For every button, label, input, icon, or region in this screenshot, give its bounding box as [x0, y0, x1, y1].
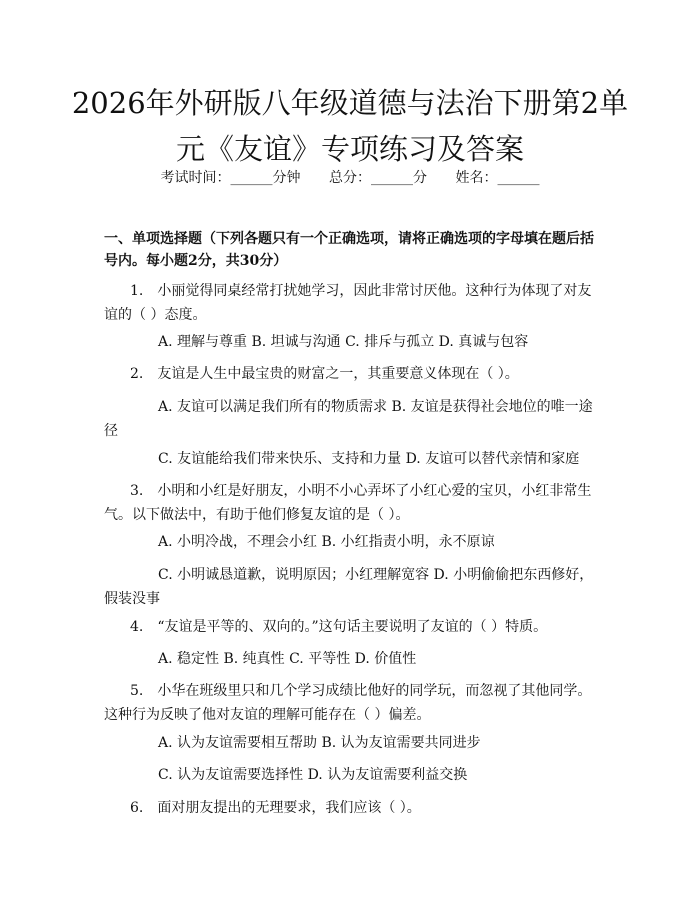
- question-2-options-1: A. 友谊可以满足我们所有的物质需求 B. 友谊是获得社会地位的唯一途径: [104, 399, 593, 439]
- question-5: 5. 小华在班级里只和几个学习成绩比他好的同学玩，而忽视了其他同学。这种行为反映了他对友谊的理解可能存在（ ）偏差。: [104, 683, 592, 723]
- exam-time: 考试时间：______分钟: [160, 170, 301, 186]
- document-title: 2026年外研版八年级道德与法治下册第2单元《友谊》专项练习及答案: [71, 86, 629, 166]
- question-3-options-2: C. 小明诚恳道歉，说明原因；小红理解宽容 D. 小明偷偷把东西修好，假装没事: [104, 567, 594, 607]
- question-3: 3. 小明和小红是好朋友，小明不小心弄坏了小红心爱的宝贝，小红非常生气。以下做法中，有助于他们修复友谊的是（ ）。: [104, 483, 592, 523]
- question-2: 2. 友谊是人生中最宝贵的财富之一，其重要意义体现在（ ）。: [130, 366, 519, 382]
- exam-score: 总分：______分: [329, 170, 427, 186]
- question-4: 4. “友谊是平等的、双向的。”这句话主要说明了友谊的（ ）特质。: [130, 619, 548, 635]
- question-1-options: A. 理解与尊重 B. 坦诚与沟通 C. 排斥与孤立 D. 真诚与包容: [158, 334, 529, 350]
- question-3-options-1: A. 小明冷战，不理会小红 B. 小红指责小明，永不原谅: [158, 534, 495, 550]
- question-6: 6. 面对朋友提出的无理要求，我们应该（ ）。: [130, 800, 421, 816]
- question-5-options-1: A. 认为友谊需要相互帮助 B. 认为友谊需要共同进步: [158, 735, 481, 751]
- question-1: 1. 小丽觉得同桌经常打扰她学习，因此非常讨厌他。这种行为体现了对友谊的（ ）态度。: [104, 283, 592, 323]
- student-name: 姓名：______: [455, 170, 540, 186]
- section-heading: 一、单项选择题（下列各题只有一个正确选项，请将正确选项的字母填在题后括号内。每小题2分，共30分）: [104, 231, 594, 269]
- question-4-options: A. 稳定性 B. 纯真性 C. 平等性 D. 价值性: [158, 651, 417, 667]
- exam-info: [0, 168, 700, 188]
- question-2-options-2: C. 友谊能给我们带来快乐、支持和力量 D. 友谊可以替代亲情和家庭: [158, 451, 580, 467]
- question-5-options-2: C. 认为友谊需要选择性 D. 认为友谊需要利益交换: [158, 767, 468, 783]
